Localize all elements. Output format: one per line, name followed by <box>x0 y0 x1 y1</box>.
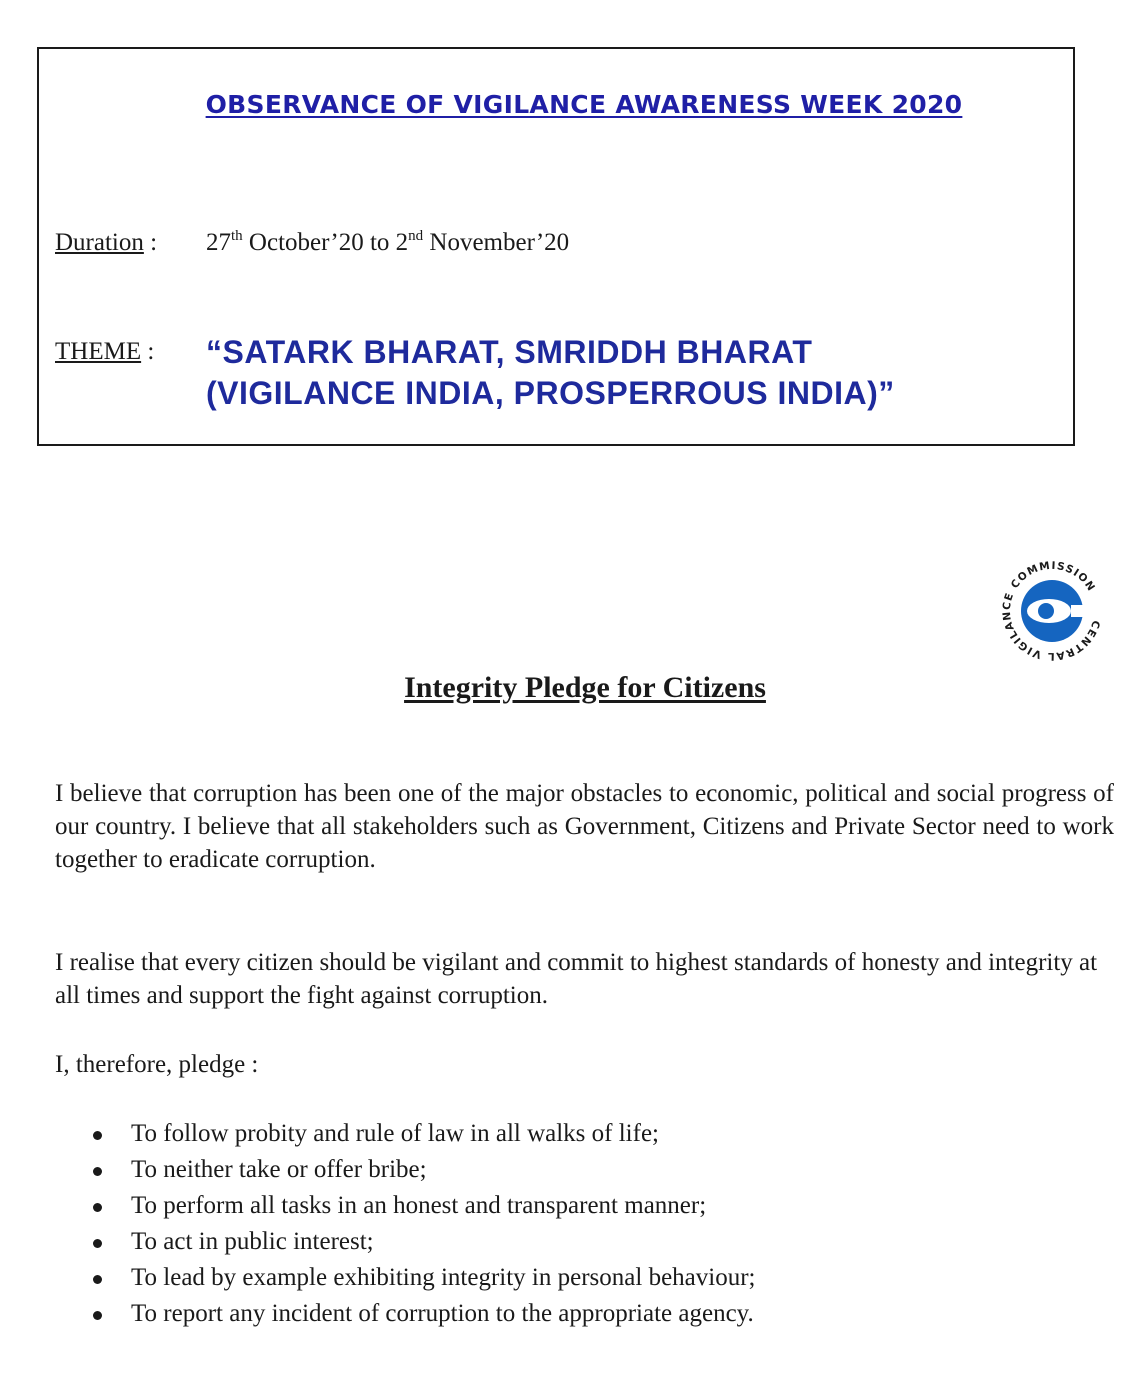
pledge-paragraph-2: I realise that every citizen should be vigilant and commit to highest standards of honesty and integrity at all times and support the fight against corruption. <box>55 949 1098 1009</box>
pledge-paragraph-1: I believe that corruption has been one of the major obstacles to economic, political and social progress of our country. I believe that all stakeholders such as Government, Citizens and Private Sector need to work together to eradicate corruption. <box>55 780 1114 873</box>
pledge-list <box>55 1116 755 1332</box>
event-title: OBSERVANCE OF VIGILANCE AWARENESS WEEK 2020 <box>205 90 963 119</box>
pledge-item <box>55 1224 755 1260</box>
pledge-paragraph-3: I, therefore, pledge : <box>55 1051 259 1078</box>
duration-separator: : <box>143 229 158 256</box>
pledge-title: Integrity Pledge for Citizens <box>404 671 766 704</box>
duration-end-suffix: nd <box>408 228 424 244</box>
bullet-icon <box>93 1203 102 1212</box>
bullet-icon <box>93 1167 102 1176</box>
pledge-item <box>55 1260 755 1296</box>
cvc-logo <box>989 548 1115 674</box>
duration-label: Duration <box>55 229 144 256</box>
duration-start-suffix: th <box>231 228 243 244</box>
duration-label-row <box>55 229 157 257</box>
logo-pupil <box>1038 603 1054 619</box>
duration-end-rest: November’20 <box>423 229 570 256</box>
pledge-item <box>55 1188 755 1224</box>
pledge-item <box>55 1116 755 1152</box>
theme-label-row <box>55 338 154 366</box>
bullet-icon <box>93 1275 102 1284</box>
duration-start-day: 27 <box>206 229 231 256</box>
pledge-item-text: To report any incident of corruption to the appropriate agency. <box>131 1300 754 1327</box>
theme-label: THEME <box>55 338 142 365</box>
bullet-icon <box>93 1131 102 1140</box>
pledge-item <box>55 1152 755 1188</box>
theme-line-2: (VIGILANCE INDIA, PROSPERROUS INDIA)” <box>206 375 895 411</box>
header-box <box>37 47 1075 446</box>
pledge-item-text: To perform all tasks in an honest and transparent manner; <box>131 1192 707 1219</box>
pledge-item-text: To lead by example exhibiting integrity in personal behaviour; <box>131 1264 756 1291</box>
theme-text <box>206 332 895 414</box>
theme-separator: : <box>141 338 155 365</box>
logo-eye-gap <box>1071 605 1085 617</box>
pledge-item-text: To act in public interest; <box>131 1228 374 1255</box>
pledge-item <box>55 1296 755 1332</box>
bullet-icon <box>93 1239 102 1248</box>
theme-line-1: “SATARK BHARAT, SMRIDDH BHARAT <box>206 334 813 370</box>
duration-start-rest: October’20 to 2 <box>242 229 409 256</box>
logo-ring-text: CENTRAL VIGILANCE COMMISSION <box>1000 559 1102 663</box>
pledge-item-text: To neither take or offer bribe; <box>131 1156 427 1183</box>
duration-value <box>206 229 569 257</box>
pledge-item-text: To follow probity and rule of law in all walks of life; <box>131 1120 659 1147</box>
bullet-icon <box>93 1311 102 1320</box>
